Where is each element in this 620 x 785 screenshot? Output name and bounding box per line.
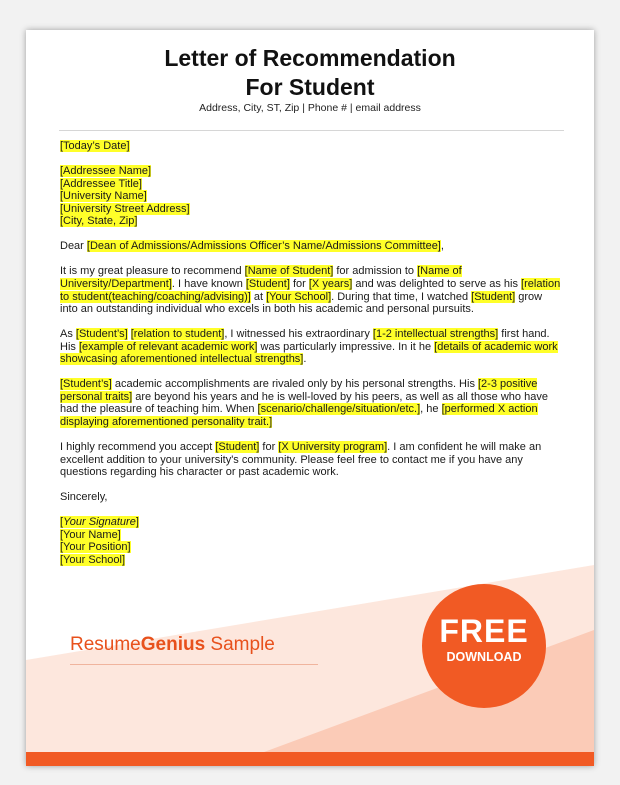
text: and was delighted to serve as his — [352, 277, 522, 290]
placeholder: [1-2 intellectual strengths] — [372, 328, 499, 341]
logo-text-sample: Sample — [205, 634, 275, 655]
date-placeholder: [Today’s Date] — [60, 140, 130, 152]
free-label: FREE — [439, 613, 529, 649]
placeholder: [X years] — [308, 277, 353, 290]
greeting-comma: , — [440, 240, 444, 253]
addressee-block — [60, 165, 562, 228]
closing: Sincerely, — [60, 491, 108, 504]
signature-placeholder: Your Signature — [63, 516, 136, 529]
text: . I have known — [171, 277, 246, 290]
title-line-1: Letter of Recommendation — [164, 45, 456, 71]
city-state-zip: [City, State, Zip] — [60, 215, 138, 228]
letter-page — [26, 30, 594, 766]
university-street: [University Street Address] — [60, 202, 190, 215]
logo-text-genius: Genius — [140, 634, 206, 655]
text: for admission to — [333, 265, 418, 278]
bracket: [ — [60, 516, 64, 529]
text: for — [289, 277, 309, 290]
signature-line — [60, 516, 139, 528]
text: , he — [420, 403, 442, 416]
placeholder: [performed X action displaying aforementioned personality trait.] — [60, 403, 538, 429]
university-name: [University Name] — [60, 190, 147, 203]
contact-line: Address, City, ST, Zip | Phone # | email address — [199, 102, 421, 114]
your-name: [Your Name] — [60, 528, 121, 541]
placeholder: [Name of University/Department] — [60, 265, 462, 290]
addressee-name: [Addressee Name] — [60, 164, 152, 177]
placeholder: [Name of Student] — [244, 265, 334, 278]
your-school: [Your School] — [60, 553, 126, 566]
resumegenius-logo — [70, 634, 275, 656]
header-divider — [59, 130, 564, 131]
paragraph-3 — [60, 378, 562, 428]
text: was particularly impressive. In it he — [257, 340, 435, 353]
free-download-button[interactable] — [422, 584, 546, 708]
placeholder: [X University program] — [278, 441, 388, 454]
placeholder: [example of relevant academic work] — [78, 340, 258, 353]
greeting-placeholder: [Dean of Admissions/Admissions Officer’s Name/Admissions Committee] — [86, 240, 441, 253]
placeholder: [2-3 positive personal traits] — [60, 378, 538, 403]
placeholder: [Student] — [471, 290, 516, 303]
title-line-2: For Student — [245, 74, 375, 100]
text: first hand. His — [60, 328, 550, 353]
placeholder: [details of academic work showcasing aforementioned intellectual strengths] — [60, 340, 558, 366]
text: . During that time, I watched — [331, 290, 472, 303]
text: , I witnessed his extraordinary — [224, 328, 373, 341]
letter-body — [60, 140, 562, 579]
logo-text-resume: Resume — [70, 634, 141, 655]
placeholder: [scenario/challenge/situation/etc.] — [257, 403, 421, 416]
placeholder: [Your School] — [266, 290, 332, 303]
placeholder: [relation to student] — [130, 328, 225, 341]
placeholder: [Student] — [215, 441, 260, 454]
paragraph-2 — [60, 328, 562, 366]
text: are beyond his years and he is well-loved by his peers, as well as all those who have had the pleasure of teaching him. When — [60, 390, 548, 416]
bracket: ] — [135, 516, 139, 529]
text: It is my great pleasure to recommend — [60, 265, 245, 278]
text: at — [250, 290, 267, 303]
paragraph-4 — [60, 441, 562, 479]
greeting — [60, 240, 562, 253]
text: for — [259, 441, 279, 454]
your-position: [Your Position] — [60, 541, 131, 554]
text: . — [303, 353, 307, 366]
placeholder: [Student’s] — [60, 378, 112, 391]
placeholder: [relation to student(teaching/coaching/advising)] — [60, 277, 561, 303]
signature-block — [60, 516, 562, 566]
paragraph-1 — [60, 265, 562, 315]
brand-underline — [70, 664, 318, 665]
addressee-title: [Addressee Title] — [60, 177, 142, 190]
date-line — [60, 140, 562, 153]
document-title — [26, 44, 594, 102]
bottom-accent-bar — [26, 752, 594, 766]
download-label: DOWNLOAD — [446, 650, 522, 664]
placeholder: [Student’s] — [75, 328, 128, 341]
text: . I am confident he will make an excellent addition to your university's community. Please feel free to contact me if you have any questions regarding his character or past academic work. — [60, 441, 542, 479]
greeting-text: Dear — [60, 240, 87, 253]
placeholder: [Student] — [245, 277, 290, 290]
text: academic accomplishments are rivaled only by his personal strengths. His — [111, 378, 478, 391]
text: As — [60, 328, 76, 341]
text: grow into an outstanding individual who excels in both his academic and personal pursuits. — [60, 290, 543, 316]
text: I highly recommend you accept — [60, 441, 216, 454]
